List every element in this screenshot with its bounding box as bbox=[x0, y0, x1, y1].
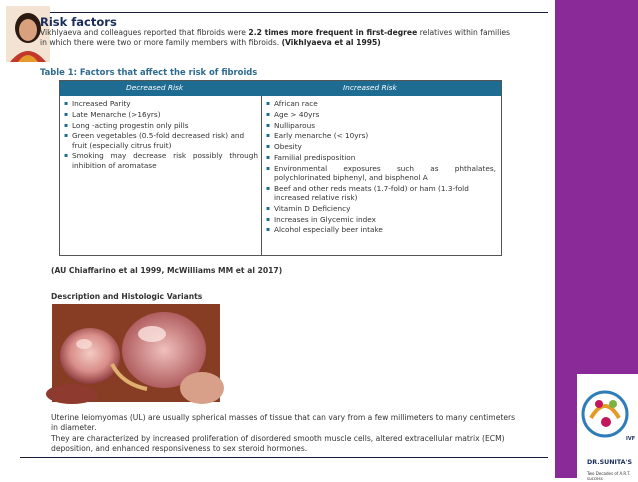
table-list-item: ▪ Green vegetables (0.5-fold decreased risk) and fruit (especially citrus fruit) bbox=[64, 131, 258, 149]
body-paragraph-1: Uterine leiomyomas (UL) are usually spherical masses of tissue that can vary from a few millimeters to many centimeters in diameter. bbox=[51, 413, 516, 432]
column-divider bbox=[261, 96, 262, 255]
clinic-logo-ivf-text: IVF bbox=[626, 436, 636, 442]
table-title: Table 1: Factors that affect the risk of fibroids bbox=[40, 67, 258, 77]
decreased-risk-column bbox=[64, 99, 258, 171]
table-citation: (AU Chiaffarino et al 1999, McWilliams MM et al 2017) bbox=[51, 266, 283, 275]
table-list-item: ▪ Age > 40yrs bbox=[266, 110, 496, 119]
fibroid-surgical-photo bbox=[52, 304, 220, 402]
table-list-item: ▪ Nulliparous bbox=[266, 121, 496, 130]
table-list-item: ▪ Smoking may decrease risk possibly through inhibition of aromatase bbox=[64, 151, 258, 169]
table-list-item: ▪ Long -acting progestin only pills bbox=[64, 121, 258, 130]
table-list-item: ▪ Increases in Glycemic index bbox=[266, 215, 496, 224]
column-header-decreased: Decreased Risk bbox=[126, 83, 184, 92]
table-list-item: ▪ Beef and other reds meats (1.7-fold) or ham (1.3-fold increased relative risk) bbox=[266, 184, 496, 202]
table-list-item: ▪ African race bbox=[266, 99, 496, 108]
top-rule bbox=[20, 12, 548, 13]
table-list-item: ▪ Late Menarche (>16yrs) bbox=[64, 110, 258, 119]
table-list-item: ▪ Familial predisposition bbox=[266, 153, 496, 162]
intro-paragraph: Vikhlyaeva and colleagues reported that fibroids were 2.2 times more frequent in first-degree relatives within families in which there were two or more family members with fibroids. (Vikhlyaeva et al 1995) bbox=[40, 28, 510, 47]
table-list-item: ▪ Alcohol especially beer intake bbox=[266, 225, 496, 234]
table-list-item: ▪ Vitamin D Deficiency bbox=[266, 204, 496, 213]
table-list-item: ▪ Increased Parity bbox=[64, 99, 258, 108]
body-paragraph-2: They are characterized by increased proliferation of disordered smooth muscle cells, altered extracellular matrix (ECM) deposition, and enhanced responsiveness to sex steroid hormones. bbox=[51, 434, 505, 453]
bottom-rule bbox=[20, 457, 548, 458]
risk-factor-table bbox=[59, 80, 502, 256]
column-header-increased: Increased Risk bbox=[343, 83, 397, 92]
section-heading: Risk factors bbox=[40, 15, 117, 29]
increased-risk-column bbox=[266, 99, 496, 236]
table-list-item: ▪ Environmental exposures such as phthalates, polychlorinated biphenyl, and bisphenol A bbox=[266, 164, 496, 182]
table-list-item: ▪ Obesity bbox=[266, 142, 496, 151]
subsection-heading: Description and Histologic Variants bbox=[51, 292, 203, 301]
clinic-logo-brand: DR.SUNITA'S bbox=[587, 459, 632, 466]
table-list-item: ▪ Early menarche (< 10yrs) bbox=[266, 131, 496, 140]
clinic-logo-tagline: Two Decades of A.R.T. success bbox=[587, 471, 631, 481]
table-header-row bbox=[60, 81, 501, 96]
